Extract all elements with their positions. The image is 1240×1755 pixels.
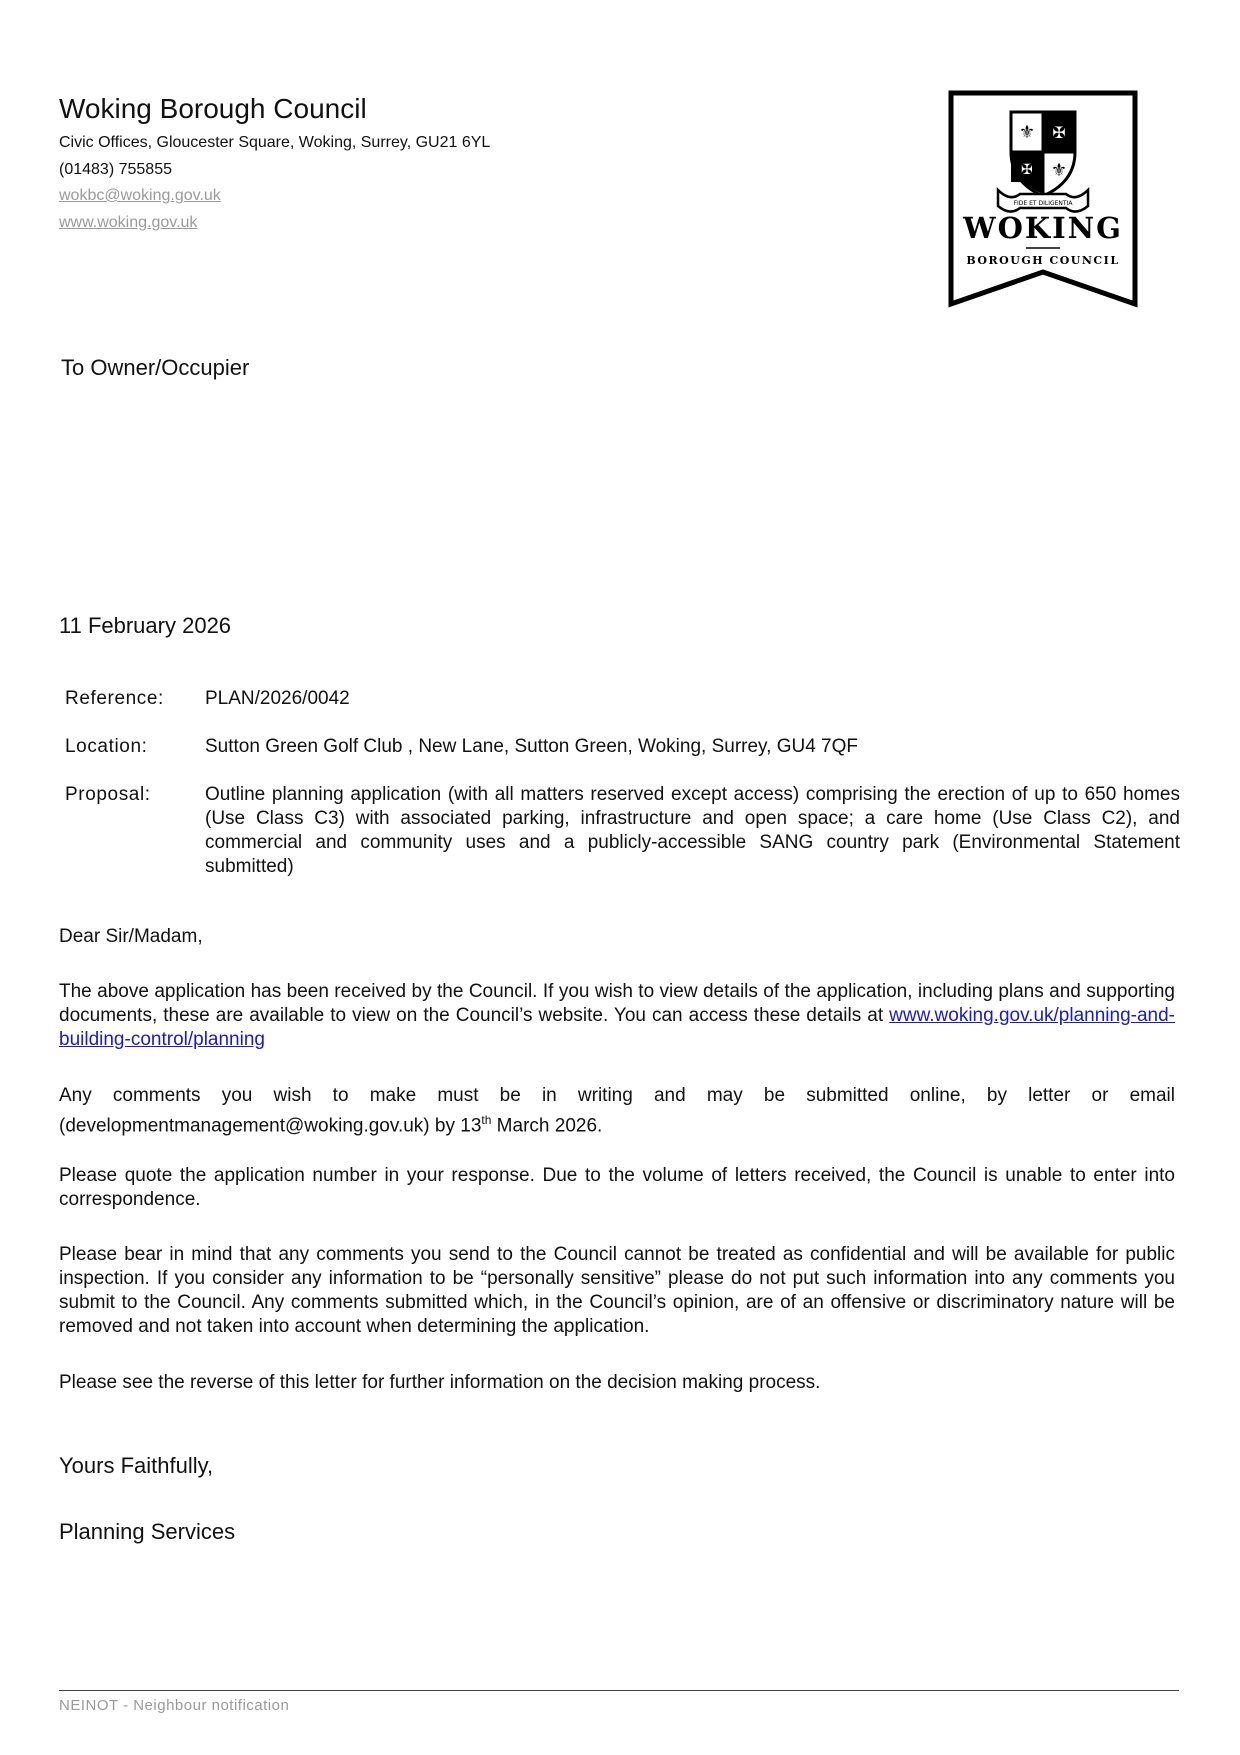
planning-website-link[interactable]: www.woking.gov.uk/planning-and-building-control/planning: [59, 1005, 1176, 1050]
council-address: Civic Offices, Gloucester Square, Woking, Surrey, GU21 6YL: [59, 134, 491, 151]
paragraph-comments-end: March 2026.: [491, 1115, 603, 1137]
council-crest-icon: [948, 90, 1138, 308]
proposal-value: Outline planning application (with all matters reserved except access) comprising the erection of up to 650 homes (Use Class C3) with associated parking, infrastructure and open space; a care home (Use Class C2), and commercial and community uses and a publicly-accessible SANG country park (Environmental Statement submitted): [205, 784, 1180, 877]
svg-text:✠: ✠: [1021, 162, 1033, 178]
footer-text: NEINOT - Neighbour notification: [59, 1697, 290, 1714]
council-name: Woking Borough Council: [59, 93, 367, 124]
svg-text:⚜: ⚜: [1050, 160, 1068, 181]
council-email-link[interactable]: wokbc@woking.gov.uk: [59, 187, 221, 204]
recipient: To Owner/Occupier: [61, 355, 250, 380]
paragraph-comments: [59, 1084, 1175, 1138]
svg-text:⚜: ⚜: [1018, 122, 1036, 143]
paragraph-view-details: [59, 980, 1175, 1052]
logo-subtitle: BOROUGH COUNCIL: [966, 254, 1120, 267]
signature: Planning Services: [59, 1519, 236, 1544]
paragraph-quote-number: Please quote the application number in your response. Due to the volume of letters received, the Council is unable to enter into correspondence.: [59, 1165, 1175, 1210]
footer-divider: [59, 1690, 1179, 1691]
logo-motto: FIDE ET DILIGENTIA: [1013, 200, 1073, 207]
reference-value: PLAN/2026/0042: [205, 688, 350, 709]
salutation: Dear Sir/Madam,: [59, 926, 203, 947]
location-value: Sutton Green Golf Club , New Lane, Sutton Green, Woking, Surrey, GU4 7QF: [205, 736, 858, 757]
paragraph-confidentiality: Please bear in mind that any comments you send to the Council cannot be treated as confidential and will be available for public inspection. If you consider any information to be “personally sensitive” please do not put such information into any comments you submit to the Council. Any comments submitted which, in the Council’s opinion, are of an offensive or discriminatory nature will be removed and not taken into account when determining the application.: [59, 1244, 1175, 1337]
application-details: [65, 687, 1180, 879]
council-phone: (01483) 755855: [59, 161, 172, 178]
reference-label: Reference:: [65, 688, 164, 709]
council-website-link[interactable]: www.woking.gov.uk: [59, 214, 198, 231]
location-row: [65, 735, 1180, 759]
council-logo: [948, 90, 1138, 308]
reference-row: [65, 687, 1180, 711]
paragraph-view-details-text: The above application has been received by the Council. If you wish to view details of the application, including plans and supporting documents, these are available to view on the Council’s website. You can access these details at: [59, 981, 1175, 1026]
svg-text:✠: ✠: [1052, 123, 1066, 142]
paragraph-comments-text: Any comments you wish to make must be in writing and may be submitted online, by letter or email (developmentmanagement@woking.gov.uk) by 13: [59, 1085, 1175, 1137]
proposal-row: [65, 783, 1180, 879]
logo-title: WOKING: [963, 211, 1123, 245]
proposal-label: Proposal:: [65, 784, 151, 805]
letter-date: 11 February 2026: [59, 613, 232, 638]
signoff: Yours Faithfully,: [59, 1453, 214, 1478]
paragraph-comments-sup: th: [481, 1113, 492, 1127]
location-label: Location:: [65, 736, 148, 757]
paragraph-reverse: Please see the reverse of this letter for further information on the decision making process.: [59, 1372, 821, 1393]
